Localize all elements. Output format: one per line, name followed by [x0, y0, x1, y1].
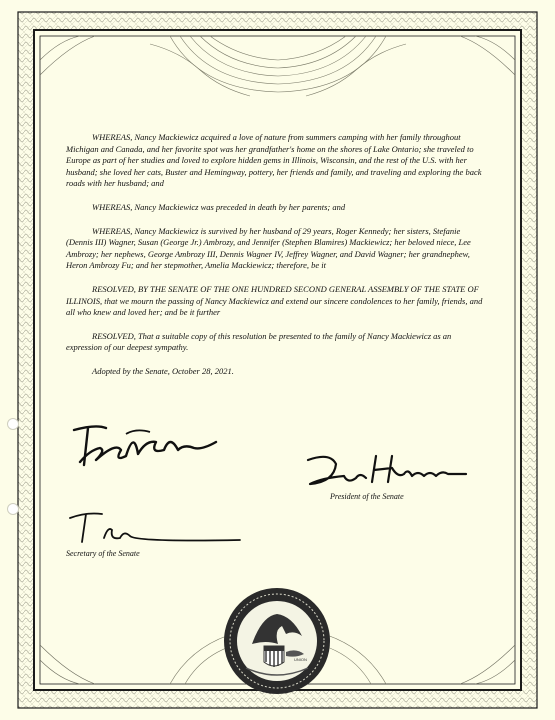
adopted-date: Adopted by the Senate, October 28, 2021. [92, 365, 234, 376]
whereas-paragraph-2: WHEREAS, Nancy Mackiewicz was preceded in death by her parents; and [92, 201, 346, 212]
whereas-paragraph-3: WHEREAS, Nancy Mackiewicz is survived by her husband of 29 years, Roger Kennedy; her sisters, Stefanie (Dennis III) Wagner, Susan (George Jr.) Ambrozy, and Jennifer (Stephen Blamires) Mackiewicz; her beloved niece, Lee Ambrozy; her nephews, George Ambrozy III, Dennis Wagner IV, Jeffrey Wagner, and David Wagner; her grandnephew, Heron Ambrozy Fu; and her stepmother, Amelia Mackiewicz; therefore, be it [66, 225, 471, 271]
seal-ribbon-text: UNION [294, 657, 307, 662]
president-signature [300, 448, 470, 492]
whereas-paragraph-1: WHEREAS, Nancy Mackiewicz acquired a love of nature from summers camping with her family throughout Michigan and Canada, and her favorite spot was her grandfather's home on the shores of Lake Ontario; she traveled to Europe as part of her studies and loved to explore hidden gems in Illinois, Wisconsin, and the rest of the U.S. with her husband; she loved her cats, Buster and Hemingway, pottery, her friends and family, and traveling and exploring the back roads with her husband; and [66, 132, 482, 189]
secretary-signature [64, 508, 244, 548]
illinois-state-seal [222, 586, 332, 696]
binder-hole-bottom [7, 503, 19, 515]
binder-hole-top [7, 418, 19, 430]
president-label: President of the Senate [330, 492, 404, 501]
secretary-label: Secretary of the Senate [66, 549, 140, 558]
resolution-text [66, 132, 484, 386]
resolved-paragraph-1: RESOLVED, BY THE SENATE OF THE ONE HUNDRED SECOND GENERAL ASSEMBLY OF THE STATE OF ILLINOIS, that we mourn the passing of Nancy Mackiewicz and extend our sincere condolences to her family, friends, and all who knew and loved her; and be it further [66, 283, 483, 318]
senator-signature [66, 420, 226, 475]
resolved-paragraph-2: RESOLVED, That a suitable copy of this resolution be presented to the family of Nancy Mackiewicz as an expression of our deepest sympathy. [66, 330, 452, 353]
